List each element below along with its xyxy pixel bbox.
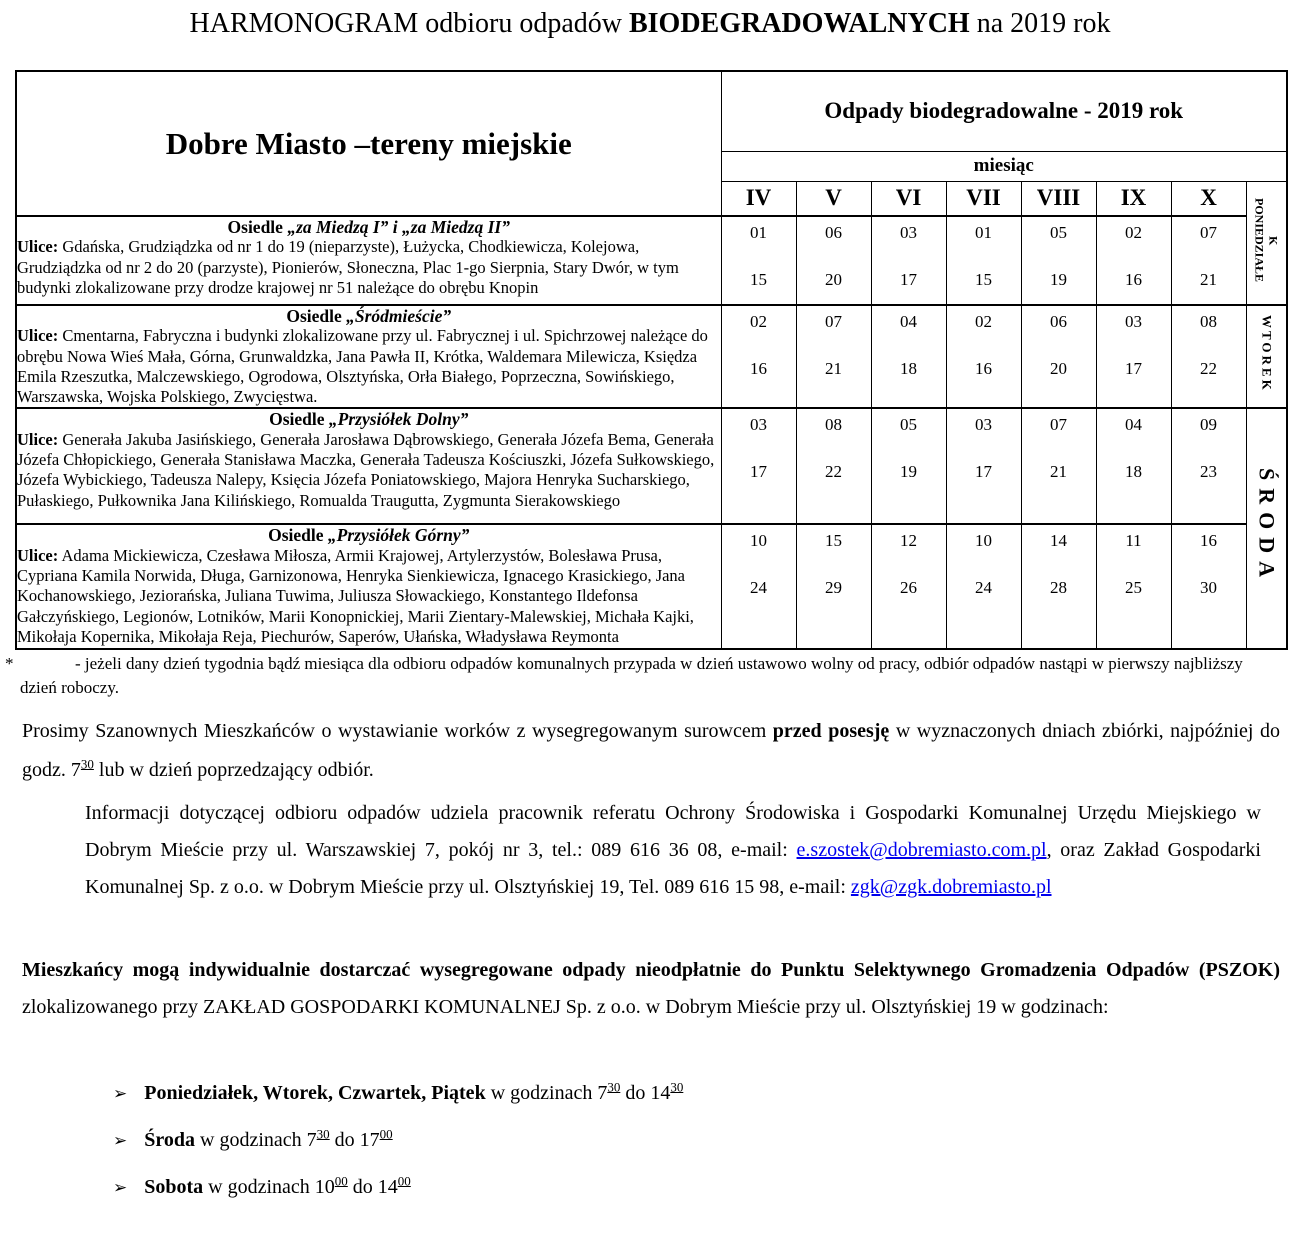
collection-date: 07 [1050, 415, 1067, 435]
waste-type-cell [721, 71, 1287, 151]
date-cell [796, 305, 871, 408]
collection-date: 17 [900, 270, 917, 289]
collection-date: 19 [900, 462, 917, 482]
date-cell [1021, 524, 1096, 649]
hours-text: do 17 [329, 1129, 380, 1151]
collection-date: 16 [750, 359, 767, 378]
district-title [17, 409, 721, 429]
collection-date: 06 [1050, 312, 1067, 331]
district-title [17, 525, 721, 545]
district-label: Osiedle [268, 525, 324, 546]
date-cell [796, 524, 871, 649]
collection-date: 19 [1050, 270, 1067, 289]
month-label: miesiąc [973, 155, 1034, 176]
note-bold-text: Mieszkańcy mogą indywidualnie dostarczać wysegregowane odpady nieodpłatnie do Punktu Selektywnego Gromadzenia Odpadów (PSZOK) [22, 959, 1280, 981]
month-name: VII [966, 185, 1001, 211]
collection-date: 09 [1200, 415, 1217, 435]
collection-date: 05 [1050, 223, 1067, 242]
date-cell [1171, 216, 1246, 305]
note-text: zlokalizowanego przy ZAKŁAD GOSPODARKI KOMUNALNEJ Sp. z o.o. w Dobrym Mieście przy ul. Olsztyńskiej 19 w godzinach: [22, 996, 1109, 1018]
collection-date: 11 [1125, 531, 1142, 551]
district-cell [16, 524, 721, 649]
collection-date: 21 [825, 359, 842, 378]
collection-date: 15 [825, 531, 842, 551]
streets-list: Generała Jakuba Jasińskiego, Generała Jarosława Dąbrowskiego, Generała Józefa Bema, Generała Józefa Chłopickiego, Generała Stanisława Maczka, Generała Tadeusza Kościuszki, Józefa Sułkowskiego, Józefa Wybickiego, Tadeusza Nalepy, Księcia Józefa Poniatowskiego, Majora Henryka Sucharskiego, Pułaskiego, Pułkownika Jana Kilińskiego, Romualda Traugutta, Zygmunta Sierakowskiego [17, 429, 715, 510]
collection-date: 17 [750, 462, 767, 482]
footnote-marker: * [5, 654, 14, 673]
email-link[interactable]: zgk@zgk.dobremiasto.pl [850, 876, 1052, 898]
pickup-hours-item [113, 1079, 684, 1105]
page-title-text: na 2019 rok [969, 8, 1111, 39]
streets-label: Ulice: [17, 237, 59, 257]
collection-date: 17 [975, 462, 992, 482]
table-row [16, 305, 1287, 408]
collection-date: 28 [1050, 578, 1067, 598]
district-label: Osiedle [227, 217, 283, 237]
weekday-label: ŚRODA [1254, 467, 1280, 585]
district-name: „Przysiółek Dolny” [324, 409, 469, 430]
weekday-label: WTOREK [1259, 315, 1275, 394]
note-contact-info [85, 795, 1261, 906]
collection-date: 24 [975, 578, 992, 598]
district-cell [16, 305, 721, 408]
collection-date: 03 [900, 223, 917, 242]
month-name: IV [745, 185, 772, 211]
weekday-label: PONIEDZIAŁEK [1252, 198, 1281, 283]
month-name: VIII [1036, 185, 1081, 211]
district-name: „Przysiółek Górny” [323, 525, 470, 546]
date-cell [1096, 408, 1171, 524]
streets-label: Ulice: [17, 326, 59, 346]
pickup-days: Poniedziałek, Wtorek, Czwartek, Piątek [144, 1082, 486, 1104]
page-title-text: HARMONOGRAM odbioru odpadów [189, 8, 629, 39]
collection-date: 04 [1125, 415, 1142, 435]
hours-text: w godzinach 7 [195, 1129, 317, 1151]
arrow-bullet-icon: ➢ [113, 1178, 128, 1197]
note-bold-text: przed posesję [772, 720, 890, 742]
collection-date: 02 [975, 312, 992, 331]
district-streets [17, 237, 721, 298]
date-cell [1171, 305, 1246, 408]
pickup-hours-item [113, 1126, 683, 1152]
date-cell [1096, 216, 1171, 305]
collection-date: 03 [1125, 312, 1142, 331]
month-header [1096, 181, 1171, 216]
streets-list: Adama Mickiewicza, Czesława Miłosza, Armii Krajowej, Artylerzystów, Bolesława Prusa, Cypriana Kamila Norwida, Długa, Garnizonowa, Henryka Sienkiewicza, Ignacego Krasickiego, Jana Kochanowskiego, Jeziorańska, Juliana Tuwima, Juliusza Słowackiego, Konstantego Ildefonsa Gałczyńskiego, Legionów, Lotników, Marii Konopnickiej, Marii Zientary-Malewskiej, Michała Kajki, Mikołaja Kopernika, Mikołaja Reja, Piechurów, Saperów, Ułańska, Władysława Reymonta [17, 545, 694, 646]
collection-date: 20 [825, 270, 842, 289]
month-header [796, 181, 871, 216]
collection-date: 07 [825, 312, 842, 331]
superscript-minutes: 00 [397, 1173, 411, 1189]
month-header [721, 181, 796, 216]
area-title: Dobre Miasto –tereny miejskie [165, 125, 572, 161]
note-text: Informacji dotyczącej odbioru odpadów udziela pracownik referatu Ochrony Środowiska i Gospodarki Komunalnej Urzędu Miejskiego w Dobrym Mieście przy ul. Warszawskiej 7, pokój nr 3, tel.: 089 616 36 08, e-mail: [85, 802, 1261, 861]
date-cell [871, 408, 946, 524]
date-cell [1096, 524, 1171, 649]
table-row [16, 408, 1287, 524]
collection-date: 12 [900, 531, 917, 551]
month-name: V [825, 185, 842, 211]
superscript-minutes: 30 [316, 1126, 330, 1142]
date-cell [1021, 216, 1096, 305]
waste-type-title: Odpady biodegradowalne - 2019 rok [824, 98, 1184, 124]
date-cell [796, 216, 871, 305]
pickup-days: Sobota [144, 1176, 204, 1198]
collection-date: 02 [750, 312, 767, 331]
collection-date: 15 [975, 270, 992, 289]
collection-schedule-table [15, 70, 1288, 650]
collection-date: 08 [825, 415, 842, 435]
collection-date: 05 [900, 415, 917, 435]
page-title [0, 8, 1300, 40]
collection-date: 26 [900, 578, 917, 598]
date-cell [721, 524, 796, 649]
note-bag-setout [22, 712, 1280, 790]
superscript-minutes: 30 [670, 1079, 684, 1095]
hours-text: do 14 [620, 1082, 671, 1104]
collection-date: 08 [1200, 312, 1217, 331]
area-title-cell [16, 71, 721, 216]
month-header [1171, 181, 1246, 216]
collection-date: 10 [975, 531, 992, 551]
hours-text: do 14 [347, 1176, 398, 1198]
date-cell [1171, 524, 1246, 649]
superscript-minutes: 30 [607, 1079, 621, 1095]
month-name: VI [895, 185, 922, 211]
collection-date: 02 [1125, 223, 1142, 242]
month-name: X [1200, 185, 1217, 211]
note-text: , oraz Zakład Gospodarki Komunalnej Sp. z o.o. w Dobrym Mieście przy ul. Olsztyńskiej 19, Tel. 089 616 15 98, e-mail: [85, 839, 1261, 898]
collection-date: 18 [1125, 462, 1142, 482]
district-label: Osiedle [269, 409, 325, 430]
note-text: w wyznaczonych dniach zbiórki, najpóźniej do godz. 7 [22, 720, 1280, 781]
date-cell [1021, 305, 1096, 408]
collection-date: 29 [825, 578, 842, 598]
arrow-bullet-icon: ➢ [113, 1084, 128, 1103]
collection-date: 04 [900, 312, 917, 331]
district-label: Osiedle [286, 306, 342, 326]
collection-date: 22 [1200, 359, 1217, 378]
pickup-hours-item [113, 1173, 683, 1199]
month-header [946, 181, 1021, 216]
collection-date: 10 [750, 531, 767, 551]
pickup-days: Środa [144, 1129, 196, 1151]
collection-date: 18 [900, 359, 917, 378]
district-cell [16, 216, 721, 305]
note-text: Prosimy Szanownych Mieszkańców o wystawianie worków z wysegregowanym surowcem [22, 720, 773, 742]
collection-date: 23 [1200, 462, 1217, 482]
arrow-bullet-icon: ➢ [113, 1131, 128, 1150]
weekday-cell-monday [1246, 181, 1287, 305]
superscript-minutes: 00 [379, 1126, 393, 1142]
streets-list: Gdańska, Grudziądzka od nr 1 do 19 (nieparzyste), Łużycka, Chodkiewicza, Kolejowa, Grudziądzka od nr 2 do 20 (parzyste), Pionierów, Słoneczna, Plac 1-go Sierpnia, Stary Dwór, w tym budynki zlokalizowane przy drodze krajowej nr 51 należące do obrębu Knopin [17, 237, 679, 297]
hours-text: w godzinach 7 [485, 1082, 608, 1104]
date-cell [721, 408, 796, 524]
collection-date: 17 [1125, 359, 1142, 378]
month-name: IX [1120, 185, 1147, 211]
collection-date: 30 [1200, 578, 1217, 598]
page-title-highlight: BIODEGRADOWALNYCH [628, 8, 970, 39]
date-cell [871, 524, 946, 649]
district-cell [16, 408, 721, 524]
collection-date: 03 [975, 415, 992, 435]
district-title [17, 306, 721, 326]
date-cell [721, 305, 796, 408]
date-cell [1021, 408, 1096, 524]
date-cell [1096, 305, 1171, 408]
weekday-cell-tuesday [1246, 305, 1287, 408]
superscript-minutes: 00 [334, 1173, 348, 1189]
date-cell [1171, 408, 1246, 524]
district-title [17, 217, 721, 237]
email-link[interactable]: e.szostek@dobremiasto.com.pl [796, 839, 1047, 861]
collection-date: 07 [1200, 223, 1217, 242]
hours-text: w godzinach 10 [203, 1176, 335, 1198]
date-cell [946, 216, 1021, 305]
collection-date: 01 [975, 223, 992, 242]
collection-date: 24 [750, 578, 767, 598]
date-cell [946, 305, 1021, 408]
date-cell [796, 408, 871, 524]
date-cell [946, 408, 1021, 524]
collection-date: 16 [1125, 270, 1142, 289]
collection-date: 20 [1050, 359, 1067, 378]
month-label-cell [721, 151, 1287, 181]
footnote-text: - jeżeli dany dzień tygodnia bądź miesiąca dla odbioru odpadów komunalnych przypada w dzień ustawowo wolny od pracy, odbiór odpadów nastąpi w pierwszy najbliższy dzień roboczy. [20, 654, 1243, 697]
district-streets [17, 430, 721, 511]
district-name: „Śródmieście” [341, 306, 452, 326]
table-row [16, 524, 1287, 649]
collection-date: 21 [1200, 270, 1217, 289]
date-cell [721, 216, 796, 305]
collection-date: 21 [1050, 462, 1067, 482]
superscript-minutes: 30 [80, 756, 94, 772]
collection-date: 15 [750, 270, 767, 289]
collection-date: 16 [975, 359, 992, 378]
date-cell [871, 305, 946, 408]
district-streets [17, 326, 721, 407]
month-header [1021, 181, 1096, 216]
date-cell [946, 524, 1021, 649]
collection-date: 01 [750, 223, 767, 242]
district-name: „za Miedzą I” i „za Miedzą II” [282, 217, 510, 237]
collection-date: 16 [1200, 531, 1217, 551]
streets-list: Cmentarna, Fabryczna i budynki zlokalizowane przy ul. Fabrycznej i ul. Spichrzowej należące do obrębu Nowa Wieś Mała, Górna, Grunwaldzka, Jana Pawła II, Krótka, Waldemara Milewicza, Księdza Emila Rzeszutka, Malczewskiego, Ogrodowa, Olsztyńska, Orła Białego, Poprzeczna, Sowińskiego, Warszawska, Wojska Polskiego, Zwycięstwa. [17, 326, 708, 407]
weekday-cell-wednesday [1246, 408, 1287, 649]
collection-date: 22 [825, 462, 842, 482]
streets-label: Ulice: [17, 429, 59, 449]
table-row [16, 216, 1287, 305]
collection-date: 03 [750, 415, 767, 435]
month-header [871, 181, 946, 216]
district-streets [17, 546, 721, 647]
collection-date: 14 [1050, 531, 1067, 551]
collection-date: 25 [1125, 578, 1142, 598]
date-cell [871, 216, 946, 305]
footnote [0, 652, 1250, 700]
pszok-hours-list [113, 1079, 684, 1223]
note-text: lub w dzień poprzedzający odbiór. [93, 759, 374, 781]
streets-label: Ulice: [17, 545, 59, 565]
collection-date: 06 [825, 223, 842, 242]
note-pszok [22, 952, 1280, 1026]
